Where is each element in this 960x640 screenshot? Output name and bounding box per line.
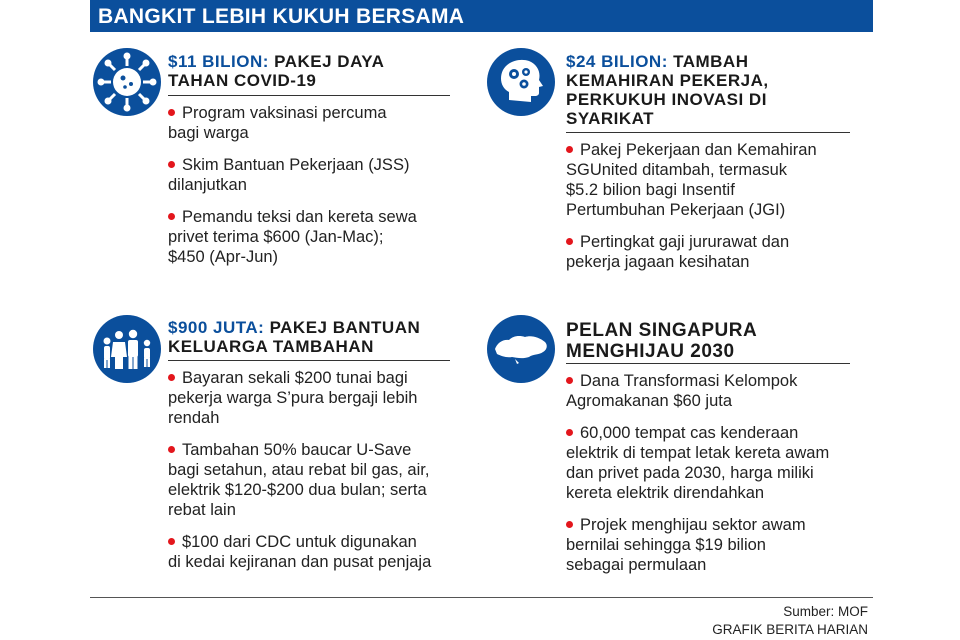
section-1-title: $11 BILION: PAKEJ DAYA TAHAN COVID-19	[168, 52, 385, 90]
section-3-bullets	[168, 368, 468, 584]
bullet-dot	[566, 146, 573, 153]
list-item: Dana Transformasi Kelompok Agromakanan $60 juta	[566, 372, 798, 410]
bullet-dot	[168, 538, 175, 545]
section-4-title: PELAN SINGAPURA MENGHIJAU 2030	[566, 320, 758, 362]
list-item: $100 dari CDC untuk digunakan di kedai kejiranan dan pusat penjaja	[168, 533, 432, 571]
singapore-map-icon	[487, 315, 555, 383]
bullet-dot	[566, 429, 573, 436]
brain-gears-icon	[487, 48, 555, 116]
bullet-dot	[566, 521, 573, 528]
banner	[90, 0, 873, 32]
bullet-dot	[168, 374, 175, 381]
list-item: Program vaksinasi percuma bagi warga	[168, 104, 387, 142]
bullet-dot	[168, 109, 175, 116]
bullet-dot	[566, 238, 573, 245]
bullet-dot	[168, 446, 175, 453]
list-item: Skim Bantuan Pekerjaan (JSS) dilanjutkan	[168, 156, 410, 194]
footer-divider	[90, 597, 873, 598]
section-1-bullets	[168, 103, 458, 279]
section-1-divider	[168, 95, 450, 96]
list-item: Pertingkat gaji jururawat dan pekerja jagaan kesihatan	[566, 233, 790, 271]
virus-icon	[93, 48, 161, 116]
section-2-divider	[566, 132, 850, 133]
section-4-bullets	[566, 371, 871, 587]
list-item: Tambahan 50% baucar U-Save bagi setahun, atau rebat bil gas, air, elektrik $120-$200 dua bulan; serta rebat lain	[168, 441, 430, 519]
section-3-title: $900 JUTA: PAKEJ BANTUAN KELUARGA TAMBAHAN	[168, 318, 421, 356]
list-item: Pakej Pekerjaan dan Kemahiran SGUnited ditambah, termasuk $5.2 bilion bagi Insentif Pertumbuhan Pekerjaan (JGI)	[566, 141, 817, 219]
bullet-dot	[168, 213, 175, 220]
list-item: Projek menghijau sektor awam bernilai sehingga $19 bilion sebagai permulaan	[566, 516, 806, 574]
graphic-credit: GRAFIK BERITA HARIAN	[712, 622, 868, 637]
section-3-divider	[168, 360, 450, 361]
list-item: 60,000 tempat cas kenderaan elektrik di tempat letak kereta awam dan privet pada 2030, harga miliki kereta elektrik direndahkan	[566, 424, 830, 502]
banner-title: BANGKIT LEBIH KUKUH BERSAMA	[98, 5, 465, 28]
section-2-bullets	[566, 140, 866, 284]
section-4-divider	[566, 363, 850, 364]
bullet-dot	[566, 377, 573, 384]
section-2-title: $24 BILION: TAMBAH KEMAHIRAN PEKERJA, PERKUKUH INOVASI DI SYARIKAT	[566, 52, 769, 128]
list-item: Pemandu teksi dan kereta sewa privet terima $600 (Jan-Mac); $450 (Apr-Jun)	[168, 208, 417, 266]
list-item: Bayaran sekali $200 tunai bagi pekerja warga S’pura bergaji lebih rendah	[168, 369, 418, 427]
bullet-dot	[168, 161, 175, 168]
source-note: Sumber: MOF	[783, 604, 868, 619]
family-icon	[93, 315, 161, 383]
